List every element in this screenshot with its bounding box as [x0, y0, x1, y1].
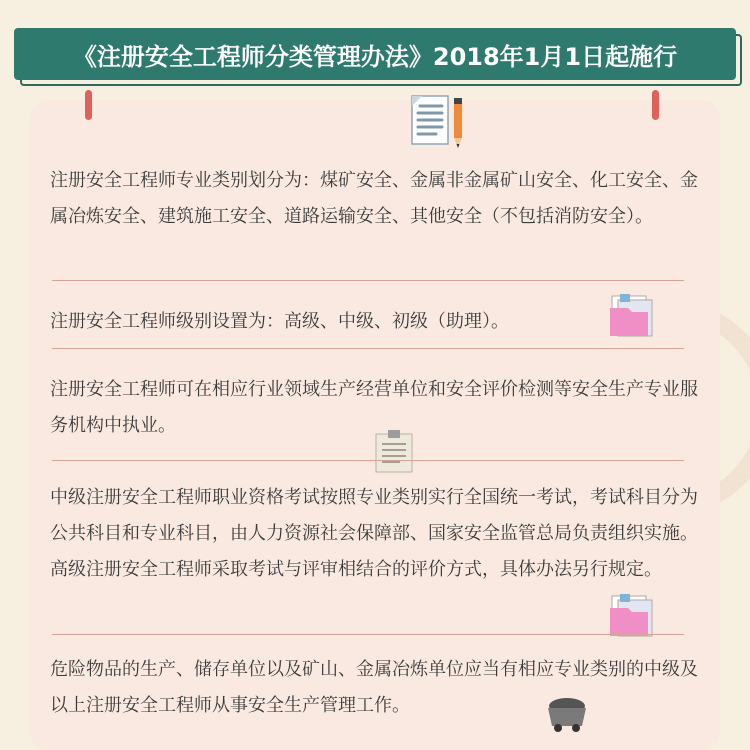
- divider: [52, 348, 684, 349]
- title-banner: [14, 28, 736, 80]
- mine-cart-icon: [544, 696, 590, 732]
- document-pencil-icon: [408, 92, 472, 152]
- divider: [52, 634, 684, 635]
- divider: [52, 460, 684, 461]
- divider: [52, 280, 684, 281]
- ribbon-right: [652, 90, 659, 120]
- paragraph-levels: 注册安全工程师级别设置为：高级、中级、初级（助理）。: [50, 311, 509, 332]
- folder-icon: [606, 294, 656, 340]
- banner-title: 《注册安全工程师分类管理办法》2018年1月1日起施行: [14, 28, 736, 80]
- paragraph-categories: 注册安全工程师专业类别划分为：煤矿安全、金属非金属矿山安全、化工安全、金属冶炼安全、建筑施工安全、道路运输安全、其他安全（不包括消防安全）。: [50, 170, 698, 227]
- paragraph-hazard: 危险物品的生产、储存单位以及矿山、金属冶炼单位应当有相应专业类别的中级及以上注册安全工程师从事安全生产管理工作。: [50, 659, 698, 716]
- clipboard-icon: [374, 430, 414, 474]
- paragraph-practice: 注册安全工程师可在相应行业领域生产经营单位和安全评价检测等安全生产专业服务机构中执业。: [50, 379, 698, 436]
- paragraph-exam: 中级注册安全工程师职业资格考试按照专业类别实行全国统一考试，考试科目分为公共科目和专业科目，由人力资源社会保障部、国家安全监管总局负责组织实施。高级注册安全工程师采取考试与评审相结合的评价方式，具体办法另行规定。: [50, 487, 698, 580]
- ribbon-left: [85, 90, 92, 120]
